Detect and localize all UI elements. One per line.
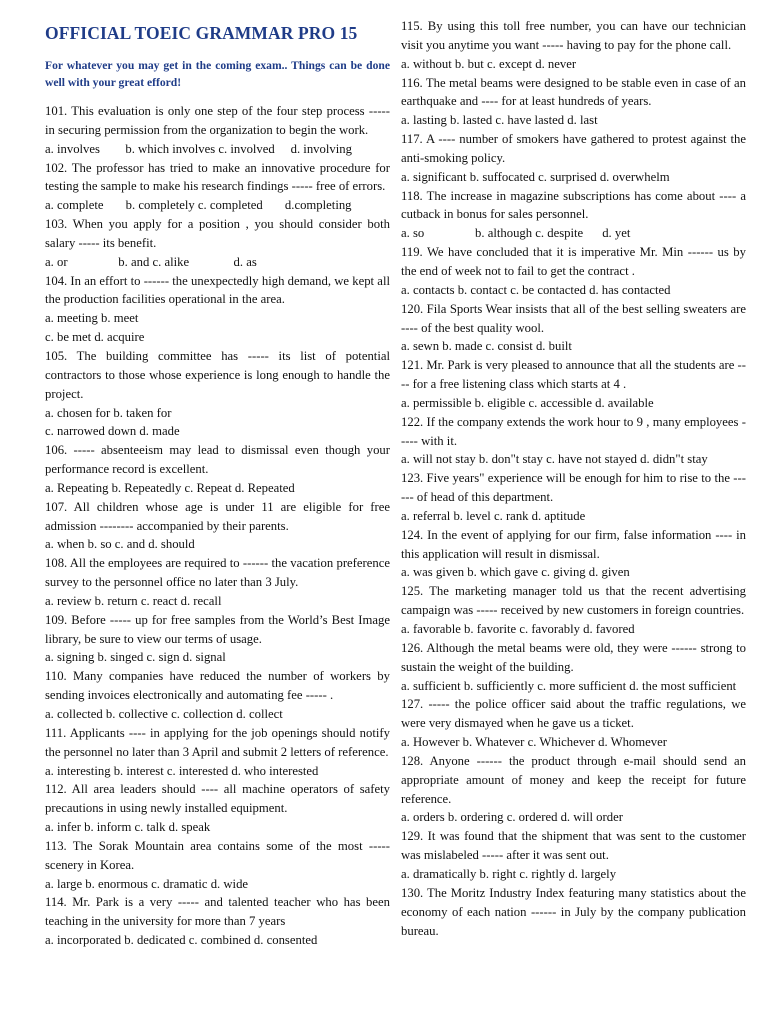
question-item [45, 837, 390, 894]
question-item [401, 469, 746, 526]
answer-options: a. large b. enormous c. dramatic d. wide [45, 876, 249, 891]
question-item [401, 74, 746, 131]
question-stem: 127. ----- the police officer said about the traffic regulations, we were very dismayed when he gave us a ticket. [401, 697, 746, 731]
answer-options: c. be met d. acquire [45, 330, 145, 345]
question-stem: 115. By using this toll free number, you can have our technician visit you anytime you want ----- having to pay for the phone call. [401, 19, 746, 52]
question-item [401, 526, 746, 583]
answer-options: a. signing b. singed c. sign d. signal [45, 650, 226, 665]
question-item [45, 893, 390, 950]
question-stem: 104. In an effort to ------ the unexpectedly high demand, we kept all the production facilities operational in the area. [45, 273, 390, 307]
question-item [45, 611, 390, 668]
question-stem: 126. Although the metal beams were old, they were ------ strong to sustain the weight of the building. [401, 640, 746, 674]
question-item [401, 130, 746, 187]
question-stem: 106. ----- absenteeism may lead to dismissal even though your performance record is excellent. [45, 443, 390, 477]
answer-options: a. infer b. inform c. talk d. speak [45, 820, 211, 835]
question-item [45, 667, 390, 724]
question-item [401, 243, 746, 300]
question-stem: 111. Applicants ---- in applying for the job openings should notify the personnel no later than 3 April and submit 2 letters of reference. [45, 725, 390, 759]
answer-options: c. narrowed down d. made [45, 424, 180, 439]
answer-options: a. referral b. level c. rank d. aptitude [401, 508, 586, 523]
question-item [45, 780, 390, 837]
page-subtitle: For whatever you may get in the coming exam.. Things can be done well with your great efford! [45, 59, 390, 89]
question-stem: 113. The Sorak Mountain area contains some of the most ----- scenery in Korea. [45, 838, 390, 872]
question-item [401, 752, 746, 827]
question-stem: 116. The metal beams were designed to be stable even in case of an earthquake and ---- for at least hundreds of years. [401, 75, 746, 109]
question-item [401, 187, 746, 244]
answer-options: a. favorable b. favorite c. favorably d. favored [401, 622, 635, 636]
answer-options: a. However b. Whatever c. Whichever d. Whomever [401, 735, 667, 750]
question-stem: 123. Five years" experience will be enough for him to rise to the ------ of head of this department. [401, 471, 746, 505]
question-stem: 107. All children whose age is under 11 are eligible for free admission -------- accompanied by their parents. [45, 499, 390, 533]
question-stem: 108. All the employees are required to ------ the vacation preference survey to the personnel office no later than 3 July. [45, 556, 390, 590]
answer-options: a. without b. but c. except d. never [401, 56, 577, 71]
question-stem: 102. The professor has tried to make an innovative procedure for testing the sample to make his research findings ----- free of errors. [45, 160, 390, 194]
answer-options: a. orders b. ordering c. ordered d. will order [401, 810, 623, 825]
answer-options: a. sufficient b. sufficiently c. more sufficient d. the most sufficient [401, 678, 737, 693]
question-stem: 119. We have concluded that it is imperative Mr. Min ------ us by the end of week not to fail to get the contract . [401, 245, 746, 278]
question-stem: 118. The increase in magazine subscriptions has come about ---- a cutback in bonus for sales personnel. [401, 188, 746, 222]
question-stem: 112. All area leaders should ---- all machine operators of safety precautions in using newly installed equipment. [45, 782, 390, 816]
question-item [401, 413, 746, 470]
question-item [401, 884, 746, 941]
question-stem: 101. This evaluation is only one step of the four step process ----- in securing permission from the organization to begin the work. [45, 104, 390, 137]
question-stem: 130. The Moritz Industry Index featuring many statistics about the economy of each nation ------ in July by the company publication bureau. [401, 885, 746, 938]
question-stem: 109. Before ----- up for free samples from the World’s Best Image library, be sure to view our terms of usage. [45, 612, 390, 646]
answer-options: a. was given b. which gave c. giving d. given [401, 565, 630, 580]
answer-options: a. significant b. suffocated c. surprised d. overwhelm [401, 169, 670, 184]
question-stem: 103. When you apply for a position , you should consider both salary ----- its benefit. [45, 217, 390, 250]
question-list-right [401, 17, 746, 940]
question-stem: 125. The marketing manager told us that the recent advertising campaign was ----- received by new customers in foreign countries. [401, 584, 746, 618]
question-item [45, 102, 390, 159]
answer-options: a. or b. and c. alike d. as [45, 254, 257, 269]
answer-options: a. meeting b. meet [45, 311, 139, 326]
answer-options: a. when b. so c. and d. should [45, 537, 195, 552]
question-item [401, 827, 746, 884]
question-item [45, 215, 390, 272]
question-item [401, 695, 746, 752]
question-item [401, 300, 746, 357]
answer-options: a. review b. return c. react d. recall [45, 593, 222, 608]
answer-options: a. interesting b. interest c. interested d. who interested [45, 763, 319, 778]
question-list-left [45, 102, 390, 950]
question-stem: 110. Many companies have reduced the number of workers by sending invoices electronically and automating fee ----- . [45, 669, 390, 703]
question-item [45, 441, 390, 498]
answer-options: a. permissible b. eligible c. accessible d. available [401, 395, 654, 410]
question-item [45, 498, 390, 555]
question-item [45, 554, 390, 611]
question-stem: 122. If the company extends the work hour to 9 , many employees ----- with it. [401, 414, 746, 448]
answer-options: a. lasting b. lasted c. have lasted d. last [401, 113, 598, 128]
answer-options: a. chosen for b. taken for [45, 405, 172, 420]
left-column [45, 0, 390, 950]
question-stem: 124. In the event of applying for our firm, false information ---- in this application will result in dismissal. [401, 527, 746, 561]
answer-options: a. so b. although c. despite d. yet [401, 226, 631, 241]
question-item [45, 347, 390, 441]
answer-options: a. contacts b. contact c. be contacted d. has contacted [401, 282, 671, 297]
answer-options: a. dramatically b. right c. rightly d. largely [401, 866, 617, 881]
answer-options: a. sewn b. made c. consist d. built [401, 339, 572, 354]
question-stem: 117. A ---- number of smokers have gathered to protest against the anti-smoking policy. [401, 132, 746, 165]
question-stem: 121. Mr. Park is very pleased to announce that all the students are ---- for a free listening class which starts at 4 . [401, 358, 746, 392]
answer-options: a. Repeating b. Repeatedly c. Repeat d. Repeated [45, 480, 295, 495]
answer-options: a. involves b. which involves c. involved d. involving [45, 141, 352, 156]
question-stem: 105. The building committee has ----- its list of potential contractors to those whose experience is long enough to handle the project. [45, 348, 390, 401]
answer-options: a. collected b. collective c. collection d. collect [45, 707, 283, 721]
question-item [45, 272, 390, 347]
answer-options: a. incorporated b. dedicated c. combined d. consented [45, 933, 318, 948]
question-item [401, 639, 746, 696]
question-item [401, 356, 746, 413]
question-item [401, 582, 746, 639]
answer-options: a. will not stay b. don"t stay c. have not stayed d. didn"t stay [401, 452, 708, 467]
question-item [45, 724, 390, 781]
right-column [401, 17, 746, 940]
question-item [401, 17, 746, 74]
question-stem: 114. Mr. Park is a very ----- and talented teacher who has been teaching in the university for more than 7 years [45, 895, 390, 929]
answer-options: a. complete b. completely c. completed d.completing [45, 198, 352, 213]
page-title: OFFICIAL TOEIC GRAMMAR PRO 15 [45, 23, 358, 43]
question-stem: 129. It was found that the shipment that was sent to the customer was mislabeled ----- after it was sent out. [401, 829, 746, 863]
question-stem: 128. Anyone ------ the product through e-mail should send an appropriate amount of money and keep the receipt for future reference. [401, 753, 746, 806]
question-stem: 120. Fila Sports Wear insists that all of the best selling sweaters are ---- of the best quality wool. [401, 301, 746, 335]
question-item [45, 159, 390, 216]
